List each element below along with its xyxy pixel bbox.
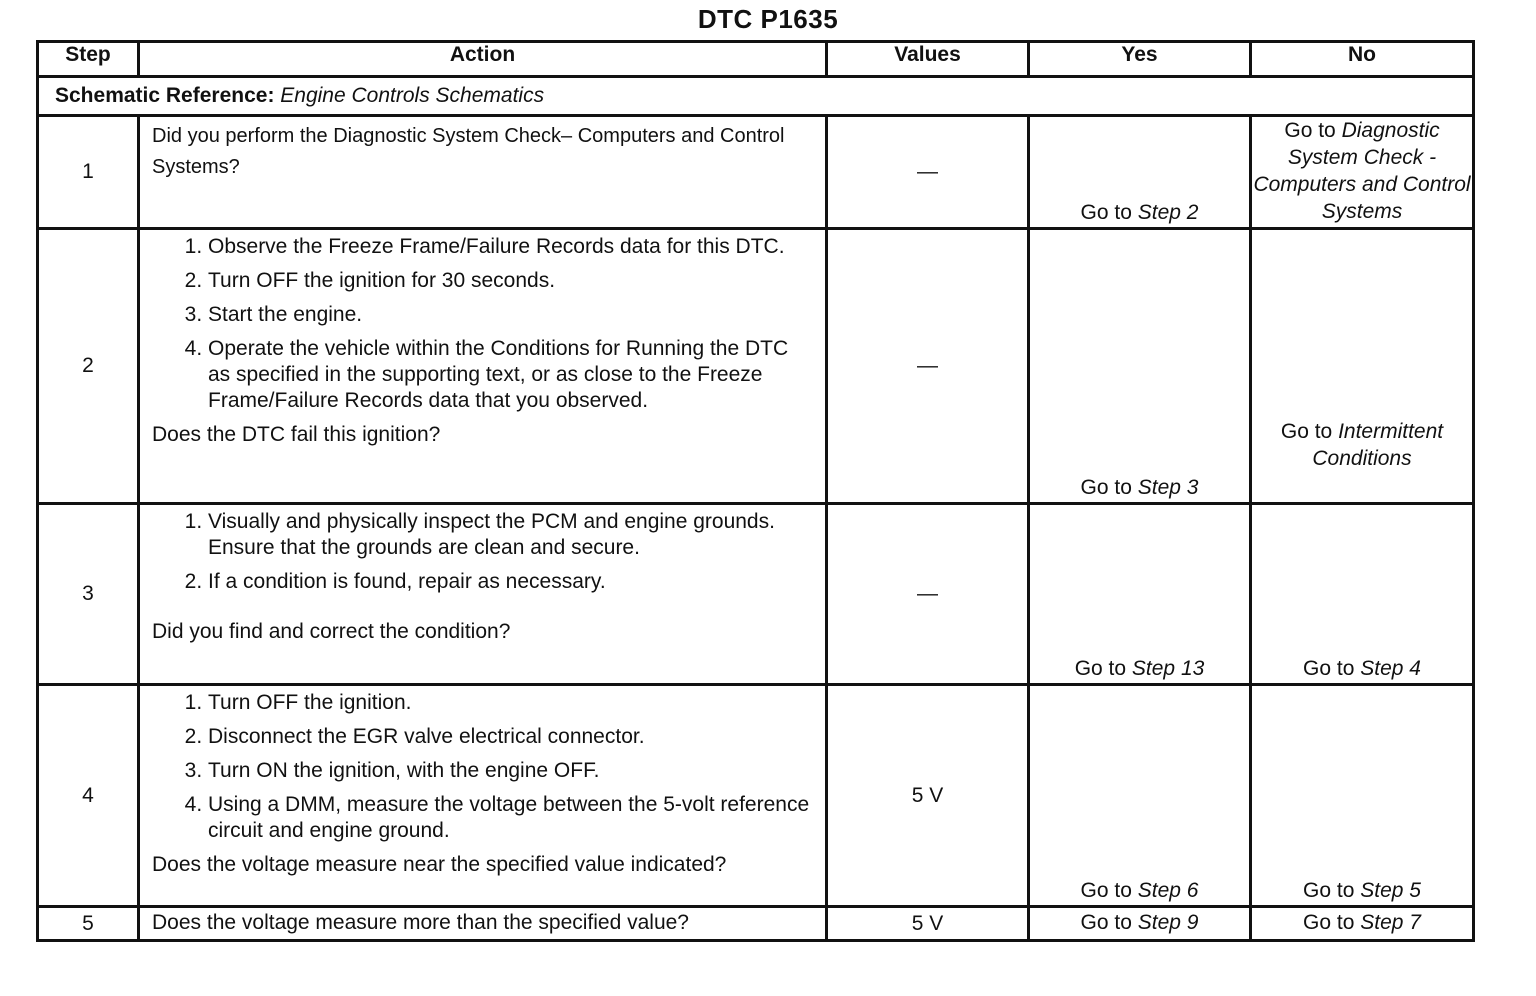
diagnostic-table [36, 40, 1475, 942]
schematic-reference [38, 77, 1474, 116]
table-row [38, 907, 1474, 941]
action-cell [139, 907, 827, 941]
values-cell: — [827, 504, 1029, 685]
yes-prefix: Go to [1080, 879, 1132, 902]
yes-cell [1029, 504, 1251, 685]
no-prefix: Go to [1280, 420, 1333, 443]
action-cell [139, 116, 827, 229]
action-text: Does the voltage measure more than the specified value? [152, 911, 689, 934]
no-link[interactable]: Step 7 [1360, 910, 1421, 934]
step-number: 3 [38, 504, 139, 685]
schematic-link[interactable]: Engine Controls Schematics [280, 84, 545, 107]
action-item: 2. Turn OFF the ignition for 30 seconds. [208, 268, 813, 294]
no-link[interactable]: Intermittent Conditions [1312, 420, 1444, 470]
step-number: 4 [38, 685, 139, 907]
action-question: Does the voltage measure near the specified value indicated? [152, 853, 727, 876]
action-cell [139, 504, 827, 685]
yes-prefix: Go to [1074, 657, 1127, 680]
no-cell [1251, 229, 1474, 504]
header-no: No [1251, 42, 1474, 77]
no-prefix: Go to [1303, 879, 1355, 902]
action-list [152, 690, 813, 844]
yes-cell [1029, 229, 1251, 504]
action-item: 1. Visually and physically inspect the PCM and engine grounds. Ensure that the grounds are clean and secure. [208, 509, 813, 561]
no-link[interactable]: Step 4 [1360, 657, 1421, 680]
action-item: 3. Turn ON the ignition, with the engine OFF. [208, 758, 813, 784]
no-prefix: Go to [1284, 119, 1336, 142]
step-number: 2 [38, 229, 139, 504]
header-yes: Yes [1029, 42, 1251, 77]
action-cell [139, 229, 827, 504]
yes-prefix: Go to [1080, 910, 1132, 934]
values-cell: 5 V [827, 685, 1029, 907]
no-cell [1251, 907, 1474, 941]
values-cell: — [827, 116, 1029, 229]
yes-link[interactable]: Step 2 [1137, 201, 1199, 224]
action-item: 4. Using a DMM, measure the voltage between the 5-volt reference circuit and engine ground. [208, 792, 813, 844]
yes-link[interactable]: Step 3 [1137, 476, 1199, 499]
yes-cell [1029, 685, 1251, 907]
action-cell [139, 685, 827, 907]
table-row [38, 685, 1474, 907]
no-cell [1251, 685, 1474, 907]
action-item: 4. Operate the vehicle within the Conditions for Running the DTC as specified in the supporting text, or as close to the Freeze Frame/Failure Records data that you observed. [208, 336, 813, 414]
page-title: DTC P1635 [697, 4, 839, 34]
no-cell [1251, 504, 1474, 685]
step-number: 5 [38, 907, 139, 941]
yes-link[interactable]: Step 13 [1131, 657, 1205, 680]
action-list [152, 234, 813, 414]
values-cell: — [827, 229, 1029, 504]
action-item: 2. Disconnect the EGR valve electrical connector. [208, 724, 813, 750]
action-list [152, 509, 813, 595]
header-action: Action [139, 42, 827, 77]
action-item: 2. If a condition is found, repair as necessary. [208, 569, 813, 595]
table-row [38, 229, 1474, 504]
header-values: Values [827, 42, 1029, 77]
table-row [38, 504, 1474, 685]
no-link[interactable]: Step 5 [1360, 879, 1421, 902]
header-row [38, 42, 1474, 77]
no-prefix: Go to [1303, 657, 1355, 680]
yes-link[interactable]: Step 9 [1137, 910, 1199, 934]
yes-link[interactable]: Step 6 [1137, 879, 1199, 902]
yes-cell [1029, 116, 1251, 229]
no-prefix: Go to [1303, 910, 1355, 934]
action-question: Did you find and correct the condition? [152, 620, 511, 643]
table-row [38, 116, 1474, 229]
schematic-label: Schematic Reference: [55, 84, 275, 107]
yes-prefix: Go to [1080, 201, 1132, 224]
no-cell [1251, 116, 1474, 229]
action-question: Does the DTC fail this ignition? [152, 423, 441, 446]
values-cell: 5 V [827, 907, 1029, 941]
yes-prefix: Go to [1080, 476, 1132, 499]
action-item: 1. Observe the Freeze Frame/Failure Records data for this DTC. [208, 234, 813, 260]
action-item: 3. Start the engine. [208, 302, 813, 328]
action-text: Did you perform the Diagnostic System Check– Computers and Control Systems? [152, 125, 785, 178]
header-step: Step [38, 42, 139, 77]
yes-cell [1029, 907, 1251, 941]
step-number: 1 [38, 116, 139, 229]
schematic-row [38, 77, 1474, 116]
no-link[interactable]: Diagnostic System Check - Computers and Control Systems [1253, 119, 1471, 223]
action-item: 1. Turn OFF the ignition. [208, 690, 813, 716]
